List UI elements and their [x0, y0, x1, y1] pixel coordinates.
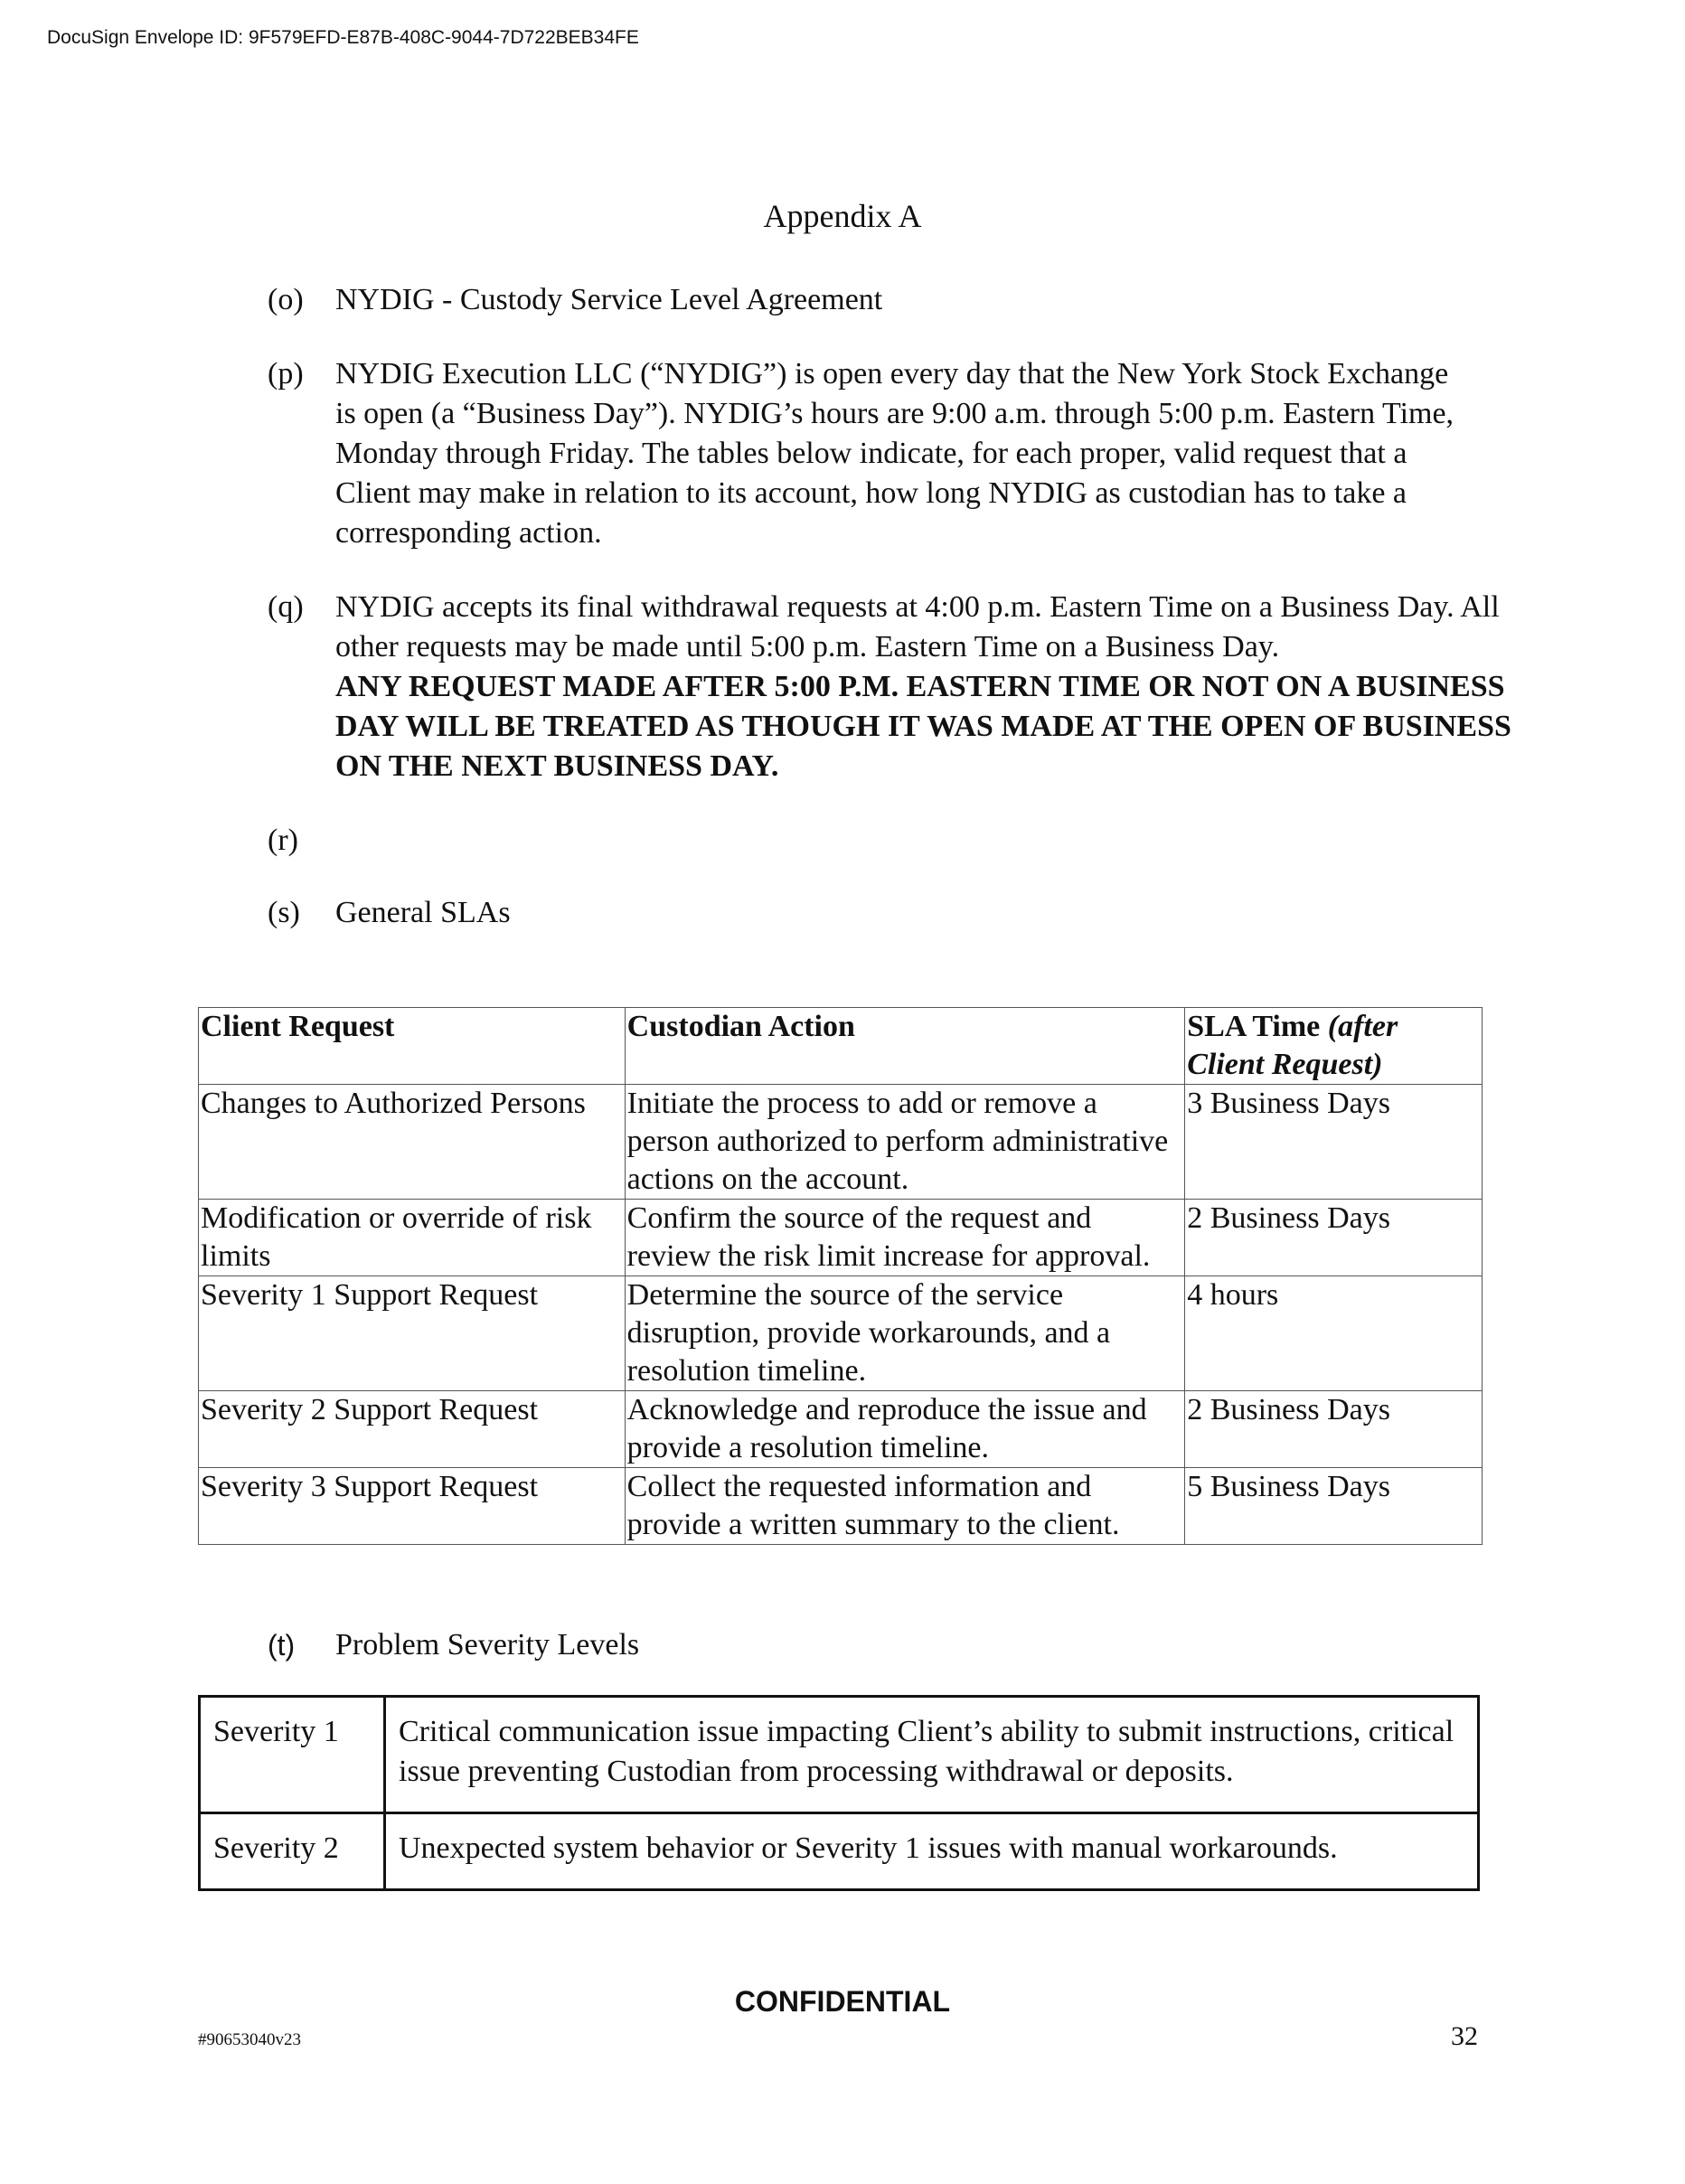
header-sla-time-note: (after Client Request) — [1187, 1010, 1398, 1081]
custodian-action-cell: Acknowledge and reproduce the issue and provide a resolution timeline. — [625, 1391, 1185, 1468]
severity-level-cell: Severity 1 — [200, 1697, 385, 1813]
item-s — [268, 893, 1515, 933]
table-row — [200, 1813, 1479, 1890]
table-header-row — [199, 1008, 1483, 1085]
document-number: #90653040v23 — [198, 2030, 301, 2049]
item-t-text: Problem Severity Levels — [335, 1628, 640, 1662]
item-o-label: (o) — [268, 283, 304, 316]
sla-time-cell: 2 Business Days — [1185, 1391, 1483, 1468]
item-q-label: (q) — [268, 590, 304, 624]
item-t — [268, 1625, 1515, 1665]
client-request-cell: Changes to Authorized Persons — [199, 1085, 626, 1200]
severity-levels-table — [198, 1695, 1480, 1891]
custodian-action-cell: Confirm the source of the request and review the risk limit increase for approval. — [625, 1200, 1185, 1276]
confidential-footer: CONFIDENTIAL — [734, 1985, 951, 2018]
table-row — [199, 1276, 1483, 1391]
header-custodian-action: Custodian Action — [625, 1008, 1185, 1085]
sla-time-cell: 2 Business Days — [1185, 1200, 1483, 1276]
item-o — [268, 280, 1515, 320]
sla-time-cell: 4 hours — [1185, 1276, 1483, 1391]
item-o-text: NYDIG - Custody Service Level Agreement — [335, 283, 883, 316]
custodian-action-cell: Initiate the process to add or remove a person authorized to perform administrative actions on the account. — [625, 1085, 1185, 1200]
custodian-action-cell: Determine the source of the service disruption, provide workarounds, and a resolution timeline. — [625, 1276, 1185, 1391]
table-row — [199, 1200, 1483, 1276]
client-request-cell: Severity 3 Support Request — [199, 1468, 626, 1545]
general-sla-table — [198, 1007, 1483, 1545]
table-row — [200, 1697, 1479, 1813]
severity-description-cell: Unexpected system behavior or Severity 1 issues with manual workarounds. — [385, 1813, 1479, 1890]
item-q — [268, 588, 1515, 786]
severity-description-cell: Critical communication issue impacting Client’s ability to submit instructions, critical issue preventing Custodian from processing withdrawal or deposits. — [385, 1697, 1479, 1813]
table-row — [199, 1085, 1483, 1200]
item-p-label: (p) — [268, 357, 304, 391]
sla-time-cell: 5 Business Days — [1185, 1468, 1483, 1545]
client-request-cell: Severity 2 Support Request — [199, 1391, 626, 1468]
page-number: 32 — [1451, 2021, 1478, 2051]
item-q-notice: ANY REQUEST MADE AFTER 5:00 P.M. EASTERN TIME OR NOT ON A BUSINESS DAY WILL BE TREATED AS THOUGH IT WAS MADE AT THE OPEN OF BUSINESS ON THE NEXT BUSINESS DAY. — [335, 670, 1511, 783]
client-request-cell: Severity 1 Support Request — [199, 1276, 626, 1391]
item-s-text: General SLAs — [335, 896, 511, 929]
header-client-request: Client Request — [199, 1008, 626, 1085]
severity-level-cell: Severity 2 — [200, 1813, 385, 1890]
item-t-label: (t) — [268, 1629, 296, 1662]
item-p — [268, 354, 1461, 553]
page-title: Appendix A — [763, 198, 922, 234]
item-q-text: NYDIG accepts its final withdrawal requests at 4:00 p.m. Eastern Time on a Business Day. All other requests may be made until 5:00 p.m. Eastern Time on a Business Day. — [335, 590, 1500, 664]
docusign-envelope-id: DocuSign Envelope ID: 9F579EFD-E87B-408C-9044-7D722BEB34FE — [47, 27, 639, 48]
item-p-text: NYDIG Execution LLC (“NYDIG”) is open every day that the New York Stock Exchange is open (a “Business Day”). NYDIG’s hours are 9:00 a.m. through 5:00 p.m. Eastern Time, Monday through Friday. The tables below indicate, for each proper, valid request that a Client may make in relation to its account, how long NYDIG as custodian has to take a corresponding action. — [335, 357, 1454, 550]
header-sla-time: SLA Time (after Client Request) — [1185, 1008, 1483, 1085]
item-r-label: (r) — [268, 824, 298, 857]
table-row — [199, 1468, 1483, 1545]
item-s-label: (s) — [268, 896, 300, 929]
table-row — [199, 1391, 1483, 1468]
client-request-cell: Modification or override of risk limits — [199, 1200, 626, 1276]
sla-time-cell: 3 Business Days — [1185, 1085, 1483, 1200]
custodian-action-cell: Collect the requested information and provide a written summary to the client. — [625, 1468, 1185, 1545]
